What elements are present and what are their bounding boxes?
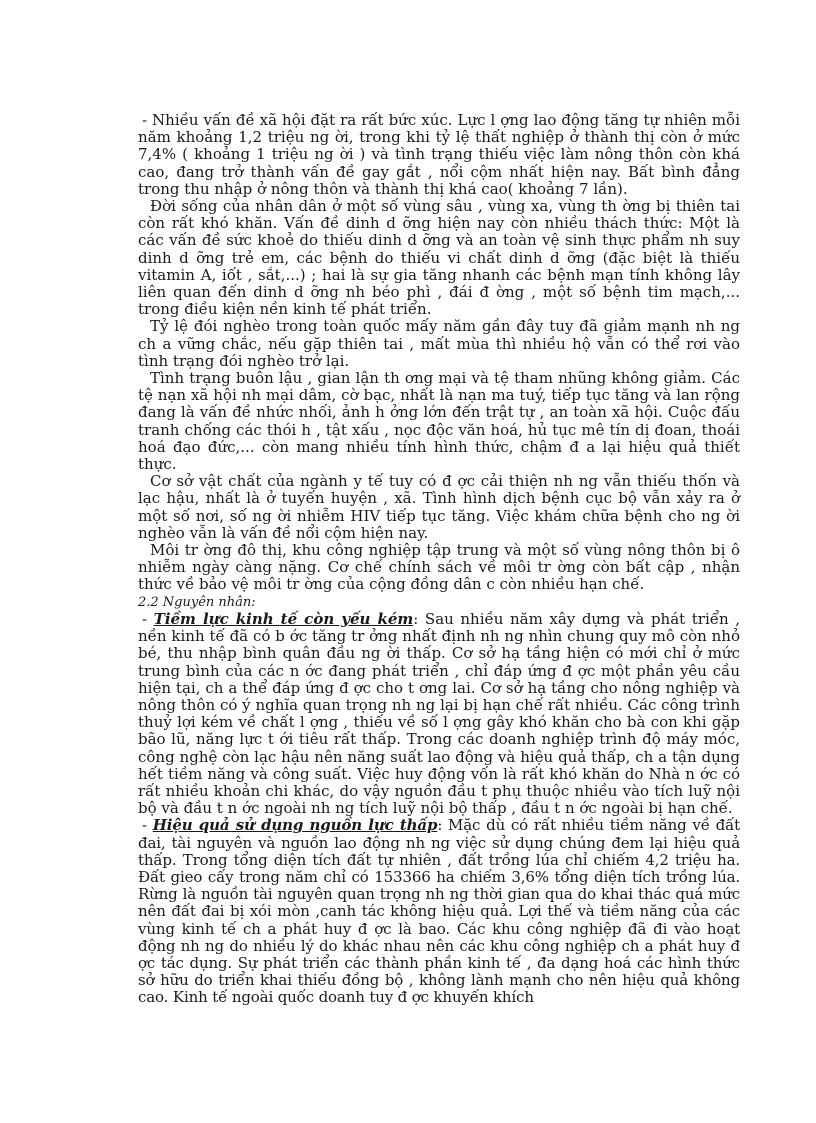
section-heading: 2.2 Nguyên nhân: (138, 594, 256, 610)
paragraph-smuggling-corruption: Tình trạng buôn lậu , gian lận th ơng mại và tệ tham nhũng không giảm. Các tệ nạn xã hội nh mại dâm, cờ bạc, nhất là nạn ma tuý, tiếp tục tăng và lan rộng đang là vấn đề nhức nhối, ảnh h ởng lớn đến trật tự , an toàn xã hội. Cuộc đấu tranh chống các thói h , tật xấu , nọc độc văn hoá, hủ tục mê tín dị đoan, thoái hoá đạo đức,... còn mang nhiều tính hình thức, chậm đ a lại hiệu quả thiết thực. (138, 369, 740, 474)
paragraph-environment: Môi tr ờng đô thị, khu công nghiệp tập trung và một số vùng nông thôn bị ô nhiễm ngày càng nặng. Cơ chế chính sách về môi tr ờng còn bất cập , nhận thức về bảo vệ môi tr ờng của cộng đồng dân c còn nhiều hạn chế. (138, 541, 740, 594)
paragraph-poverty-rate: Tỷ lệ đói nghèo trong toàn quốc mấy năm gần đây tuy đã giảm mạnh nh ng ch a vững chắc, nếu gặp thiên tai , mất mùa thì nhiều hộ vẫn có thể rơi vào tình trạng đói nghèo trở lại. (138, 317, 740, 370)
cause-text-resources: : Mặc dù có rất nhiều tiềm năng về đất đai, tài nguyên và nguồn lao động nh ng việc sử dụng chúng đem lại hiệu quả thấp. Trong tổng diện tích đất tự nhiên , đất trồng lúa chỉ chiếm 4,2 triệu ha. Đất gieo cấy trong năm chỉ có 153366 ha chiếm 3,6% tổng diện tích trồng lúa. Rừng là nguồn tài nguyên quan trọng nh ng thời gian qua do khai thác quá mức nên đất đai bị xói mòn ,canh tác không hiệu quả. Lợi thế và tiềm năng của các vùng kinh tế ch a phát huy đ ợc là bao. Các khu công nghiệp đã đi vào hoạt động nh ng do nhiều lý do khác nhau nên các khu công nghiệp ch a phát huy đ ợc tác dụng. Sự phát triển các thành phần kinh tế , đa dạng hoá các hình thức sở hữu do triển khai thiếu đồng bộ , không lành mạnh cho nên hiệu quả không cao. Kinh tế ngoài quốc doanh tuy đ ợc khuyến khích (138, 816, 740, 1007)
cause-prefix: - (142, 609, 154, 628)
paragraph-healthcare: Cơ sở vật chất của ngành y tế tuy có đ ợc cải thiện nh ng vẫn thiếu thốn và lạc hậu, nhất là ở tuyến huyện , xã. Tình hình dịch bệnh cục bộ vẫn xảy ra ở một số nơi, số ng ời nhiễm HIV tiếp tục tăng. Việc khám chữa bệnh cho ng ời nghèo vẫn là vấn đề nổi cộm hiện nay. (138, 472, 740, 542)
cause-lead-economy: Tiềm lực kinh tế còn yếu kém (153, 609, 414, 628)
paragraph-social-issues: - Nhiều vấn đề xã hội đặt ra rất bức xúc. Lực l ợng lao động tăng tự nhiên mỗi năm khoảng 1,2 triệu ng ời, trong khi tỷ lệ thất nghiệp ở thành thị còn ở mức 7,4% ( khoảng 1 triệu ng ời ) và tình trạng thiếu việc làm nông thôn còn khá cao, đang trở thành vấn đề gay gắt , nổi cộm nhất hiện nay. Bất bình đẳng trong thu nhập ở nông thôn và thành thị khá cao( khoảng 7 lần). (138, 111, 740, 198)
document-page (138, 112, 740, 1007)
cause-text-economy: : Sau nhiều năm xây dựng và phát triển , nền kinh tế đã có b ớc tăng tr ởng nhất định nh ng nhìn chung quy mô còn nhỏ bé, thu nhập bình quân đầu ng ời thấp. Cơ sở hạ tầng hiện có mới chỉ ở mức trung bình của các n ớc đang phát triển , chỉ đáp ứng đ ợc một phần yêu cầu hiện tại, ch a thể đáp ứng đ ợc cho t ơng lai. Cơ sở hạ tầng cho nông nghiệp và nông thôn có ý nghĩa quan trọng nh ng lại bị hạn chế rất nhiều. Các công trình thuỷ lợi kém về chất l ợng , thiếu về số l ợng gây khó khăn cho bà con khi gặp bão lũ, năng lực t ới tiêu rất thấp. Trong các doanh nghiệp trình độ máy móc, công nghệ còn lạc hậu nên năng suất lao động và hiệu quả thấp, ch a tận dụng hết tiềm năng và công suất. Việc huy động vốn là rất khó khăn do Nhà n ớc có rất nhiều khoản chi khác, do vậy nguồn đầu t phụ thuộc nhiều vào tích luỹ nội bộ và đầu t n ớc ngoài nh ng tích luỹ nội bộ thấp , đầu t n ớc ngoài bị hạn chế. (138, 609, 740, 818)
paragraph-cause-economy (138, 611, 740, 817)
paragraph-living-conditions: Đời sống của nhân dân ở một số vùng sâu , vùng xa, vùng th ờng bị thiên tai còn rất khó khăn. Vấn đề dinh d ỡng hiện nay còn nhiều thách thức: Một là các vấn đề sức khoẻ do thiếu dinh d ỡng và an toàn vệ sinh thực phẩm nh suy dinh d ỡng trẻ em, các bệnh do thiếu vi chất dinh d ỡng (đặc biệt là thiếu vitamin A, iốt , sắt,...) ; hai là sự gia tăng nhanh các bệnh mạn tính không lây liên quan đến dinh d ỡng nh béo phì , đái đ ờng , một số bệnh tim mạch,... trong điều kiện nền kinh tế phát triển. (138, 197, 740, 319)
cause-prefix: - (142, 816, 153, 835)
cause-lead-resources: Hiệu quả sử dụng nguồn lực thấp (152, 816, 438, 835)
paragraph-cause-resources (138, 817, 740, 1006)
